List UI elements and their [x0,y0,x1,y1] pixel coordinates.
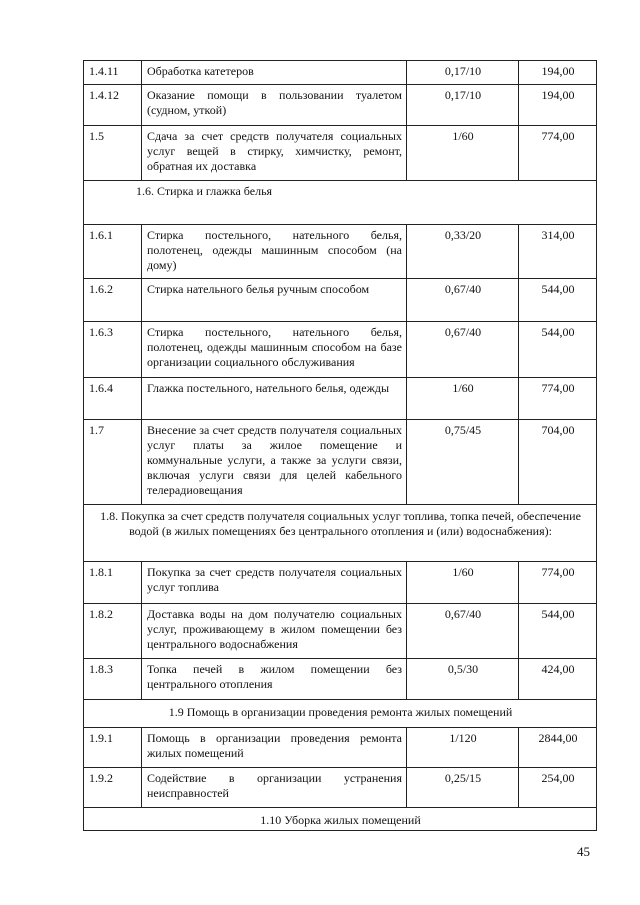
cell-description: Стирка нательного белья ручным способом [142,279,407,322]
cell-description: Топка печей в жилом помещении без центрального отопления [142,659,407,700]
cell-price: 424,00 [519,659,597,700]
cell-time-norm: 0,5/30 [407,659,519,700]
section-header-row [84,505,597,562]
cell-code: 1.9.1 [84,728,142,768]
cell-code: 1.4.11 [84,61,142,85]
section-header-row [84,808,597,831]
cell-price: 2844,00 [519,728,597,768]
table-row [84,420,597,505]
table-row [84,378,597,420]
cell-code: 1.4.12 [84,85,142,126]
table-row [84,279,597,322]
cell-time-norm: 1/60 [407,378,519,420]
cell-description: Стирка постельного, нательного белья, полотенец, одежды машинным способом на базе организации социального обслуживания [142,322,407,378]
cell-price: 314,00 [519,225,597,279]
table-row [84,604,597,659]
cell-price: 194,00 [519,85,597,126]
table-row [84,562,597,604]
cell-time-norm: 0,33/20 [407,225,519,279]
cell-code: 1.8.3 [84,659,142,700]
cell-time-norm: 0,75/45 [407,420,519,505]
table-row [84,768,597,808]
cell-description: Стирка постельного, нательного белья, полотенец, одежды машинным способом (на дому) [142,225,407,279]
cell-price: 544,00 [519,604,597,659]
cell-code: 1.8.1 [84,562,142,604]
cell-price: 704,00 [519,420,597,505]
cell-time-norm: 0,67/40 [407,279,519,322]
cell-time-norm: 0,67/40 [407,322,519,378]
cell-code: 1.5 [84,126,142,181]
table-row [84,225,597,279]
cell-description: Помощь в организации проведения ремонта жилых помещений [142,728,407,768]
section-title: 1.8. Покупка за счет средств получателя социальных услуг топлива, топка печей, обеспечение водой (в жилых помещениях без центрального отопления и (или) водоснабжения): [84,505,597,562]
table-row [84,659,597,700]
page-number: 45 [577,844,590,859]
section-title: 1.6. Стирка и глажка белья [84,181,597,225]
cell-code: 1.7 [84,420,142,505]
cell-description: Глажка постельного, нательного белья, одежды [142,378,407,420]
cell-code: 1.6.1 [84,225,142,279]
table-row [84,85,597,126]
cell-price: 194,00 [519,61,597,85]
cell-description: Обработка катетеров [142,61,407,85]
cell-description: Сдача за счет средств получателя социальных услуг вещей в стирку, химчистку, ремонт, обратная их доставка [142,126,407,181]
cell-time-norm: 1/60 [407,126,519,181]
section-header-row [84,181,597,225]
cell-time-norm: 0,17/10 [407,85,519,126]
cell-code: 1.6.2 [84,279,142,322]
cell-price: 254,00 [519,768,597,808]
table-row [84,61,597,85]
table-row [84,322,597,378]
cell-code: 1.6.4 [84,378,142,420]
cell-description: Доставка воды на дом получателю социальных услуг, проживающему в жилом помещении без центрального водоснабжения [142,604,407,659]
tariff-table [83,60,597,831]
cell-time-norm: 0,17/10 [407,61,519,85]
section-title: 1.10 Уборка жилых помещений [84,808,597,831]
table-row [84,126,597,181]
section-header-row [84,700,597,728]
cell-price: 544,00 [519,279,597,322]
section-title: 1.9 Помощь в организации проведения ремонта жилых помещений [84,700,597,728]
cell-price: 774,00 [519,562,597,604]
cell-price: 774,00 [519,126,597,181]
cell-code: 1.6.3 [84,322,142,378]
cell-description: Покупка за счет средств получателя социальных услуг топлива [142,562,407,604]
cell-description: Внесение за счет средств получателя социальных услуг платы за жилое помещение и коммунальные услуги, а также за услуги связи, включая услуги связи для целей кабельного телерадиовещания [142,420,407,505]
cell-time-norm: 1/60 [407,562,519,604]
cell-code: 1.8.2 [84,604,142,659]
cell-time-norm: 0,67/40 [407,604,519,659]
cell-price: 544,00 [519,322,597,378]
cell-description: Оказание помощи в пользовании туалетом (судном, уткой) [142,85,407,126]
cell-price: 774,00 [519,378,597,420]
cell-time-norm: 1/120 [407,728,519,768]
cell-code: 1.9.2 [84,768,142,808]
cell-description: Содействие в организации устранения неисправностей [142,768,407,808]
cell-time-norm: 0,25/15 [407,768,519,808]
table-row [84,728,597,768]
